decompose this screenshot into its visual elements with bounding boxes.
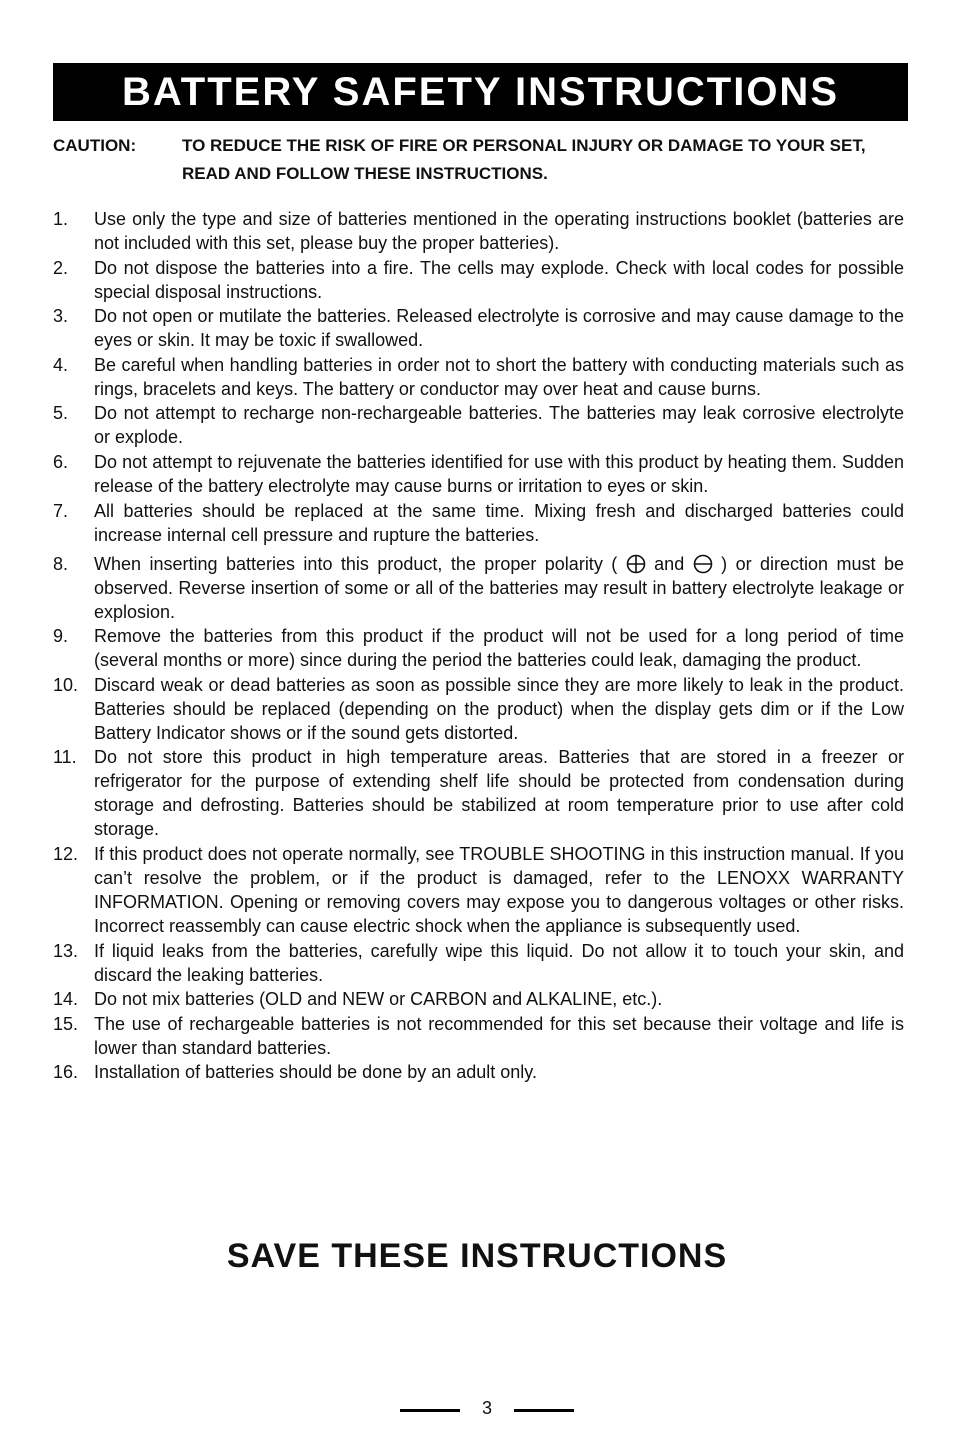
footer-rule-left <box>400 1409 460 1412</box>
list-item <box>53 353 904 401</box>
item-text: Do not attempt to recharge non-rechargeable batteries. The batteries may leak corrosive electrolyte or explode. <box>94 403 904 448</box>
list-item <box>53 745 904 841</box>
item-number: 4. <box>53 354 69 375</box>
list-item <box>53 207 904 255</box>
title-bar <box>53 63 908 121</box>
item-number: 5. <box>53 403 69 424</box>
item-text: Do not dispose the batteries into a fire. The cells may explode. Check with local codes for possible special disposal instructions. <box>94 257 904 302</box>
item-text: ) or direction must be observed. Reverse insertion of some or all of the batteries may result in battery electrolyte leakage or explosion. <box>94 553 904 622</box>
item-number: 10. <box>53 674 79 695</box>
page-number: 3 <box>481 1398 492 1418</box>
footer-rule-right <box>514 1409 574 1412</box>
item-number: 16. <box>53 1062 79 1083</box>
caution-text: TO REDUCE THE RISK OF FIRE OR PERSONAL INJURY OR DAMAGE TO YOUR SET, READ AND FOLLOW THESE INSTRUCTIONS. <box>182 136 866 183</box>
item-number: 9. <box>53 626 69 647</box>
item-text: If liquid leaks from the batteries, carefully wipe this liquid. Do not allow it to touch your skin, and discard the leaking batteries. <box>94 940 904 985</box>
item-number: 15. <box>53 1013 79 1034</box>
item-number: 14. <box>53 989 79 1010</box>
item-number: 1. <box>53 209 69 229</box>
item-number: 13. <box>53 940 79 961</box>
list-item <box>53 304 904 352</box>
item-number: 11. <box>53 747 77 768</box>
item-text: Use only the type and size of batteries mentioned in the operating instructions booklet (batteries are not included with this set, please buy the proper batteries). <box>94 209 904 253</box>
item-text: Installation of batteries should be done by an adult only. <box>94 1062 537 1083</box>
list-item <box>53 987 904 1011</box>
page-title: BATTERY SAFETY INSTRUCTIONS <box>121 69 839 114</box>
list-item <box>53 256 904 304</box>
item-text: Do not store this product in high temperature areas. Batteries that are stored in a freezer or refrigerator for the purpose of extending shelf life should be protected from condensation during storage and defrosting. Batteries should be stabilized at room temperature prior to use after cold storage. <box>94 747 904 840</box>
item-number: 8. <box>53 553 69 574</box>
plus-circle-icon <box>626 554 646 574</box>
minus-circle-icon <box>693 554 713 574</box>
caution-label: CAUTION: <box>53 136 137 155</box>
page-footer <box>400 1398 576 1422</box>
list-item <box>53 1060 904 1084</box>
item-text: Do not mix batteries (OLD and NEW or CARBON and ALKALINE, etc.). <box>94 989 663 1010</box>
item-text: Do not attempt to rejuvenate the batteries identified for use with this product by heating them. Sudden release of the battery electrolyte may cause burns or irritation to eyes or skin. <box>94 451 904 496</box>
item-number: 2. <box>53 257 69 278</box>
item-text: Do not open or mutilate the batteries. Released electrolyte is corrosive and may cause damage to the eyes or skin. It may be toxic if swallowed. <box>94 306 904 351</box>
list-item <box>53 450 904 498</box>
list-item <box>53 939 904 987</box>
list-item <box>53 401 904 449</box>
item-number: 7. <box>53 500 69 521</box>
item-number: 6. <box>53 451 69 472</box>
save-instructions-heading: SAVE THESE INSTRUCTIONS <box>226 1237 728 1275</box>
item-text: When inserting batteries into this product, the proper polarity ( <box>94 553 618 574</box>
caution-block <box>53 132 913 188</box>
item-number: 3. <box>53 306 69 327</box>
instruction-list <box>53 207 904 1085</box>
item-text: Remove the batteries from this product if the product will not be used for a long period of time (several months or more) since during the period the batteries could leak, damaging the product. <box>94 626 904 671</box>
item-text: Discard weak or dead batteries as soon as possible since they are more likely to leak in the product. Batteries should be replaced (depending on the product) when the display gets dim or if the Low Battery Indicator shows or if the sound gets distorted. <box>94 674 904 743</box>
item-number: 12. <box>53 843 79 864</box>
list-item <box>53 673 904 745</box>
item-text: All batteries should be replaced at the same time. Mixing fresh and discharged batteries could increase internal cell pressure and rupture the batteries. <box>94 500 904 545</box>
item-text: The use of rechargeable batteries is not recommended for this set because their voltage and life is lower than standard batteries. <box>94 1013 904 1058</box>
list-item <box>53 842 904 938</box>
list-item <box>53 552 904 624</box>
list-item <box>53 1012 904 1060</box>
item-text: If this product does not operate normally, see TROUBLE SHOOTING in this instruction manual. If you can’t resolve the problem, or if the product is damaged, refer to the LENOXX WARRANTY INFORMATION. Opening or removing covers may expose you to dangerous voltages or other risks. Incorrect reassembly can cause electric shock when the appliance is subsequently used. <box>94 843 904 936</box>
item-text: and <box>654 553 685 574</box>
list-item <box>53 624 904 672</box>
item-text: Be careful when handling batteries in order not to short the battery with conducting materials such as rings, bracelets and keys. The battery or conductor may over heat and cause burns. <box>94 354 904 399</box>
list-item <box>53 499 904 547</box>
